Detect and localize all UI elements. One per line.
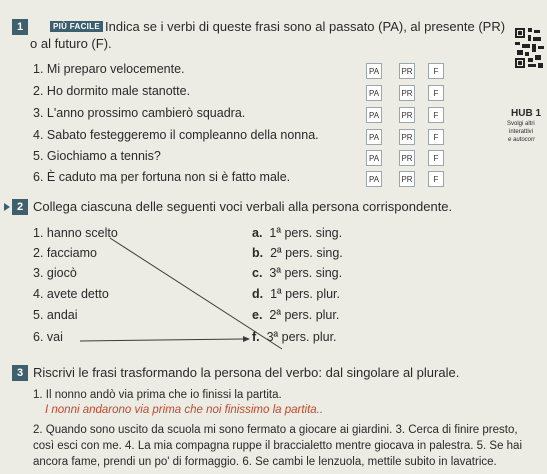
ex2-right-a: a. 1ª pers. sing. [252,226,343,240]
hub-title: HUB 1 [511,108,542,119]
box-pa-2[interactable]: PA [366,85,382,101]
box-pr-4[interactable]: PR [399,129,415,145]
exercise-3-number: 3 [12,365,28,381]
exercise-1-instruction-line2: o al futuro (F). [30,36,112,51]
ex1-item-2: 2. Ho dormito male stanotte. [33,84,191,98]
ex2-right-b: b. 2ª pers. sing. [252,246,343,260]
arrow-head-icon [243,336,250,342]
box-pr-3[interactable]: PR [399,107,415,123]
ex2-right-d: d. 1ª pers. plur. [252,287,341,301]
ex1-item-4: 4. Sabato festeggeremo il compleanno della nonna. [33,128,319,142]
box-pa-4[interactable]: PA [366,129,382,145]
hub-line-2: interattivi [509,129,534,135]
exercise-2-number: 2 [12,199,28,215]
exercise-1-instruction-line1: Indica se i verbi di queste frasi sono al passato (PA), al presente (PR) [105,19,506,34]
box-f-2[interactable]: F [428,85,444,101]
hub-line-1: Svolgi altri [507,121,535,127]
box-pr-6[interactable]: PR [399,171,415,187]
box-f-3[interactable]: F [428,107,444,123]
ex2-right-f: f. 3ª pers. plur. [252,330,337,344]
box-pr-5[interactable]: PR [399,150,415,166]
connection-line-6-b [80,339,243,341]
ex3-item-1: 1. Il nonno andò via prima che io finissi la partita. [33,389,282,401]
box-f-1[interactable]: F [428,63,444,79]
box-pa-1[interactable]: PA [366,63,382,79]
difficulty-badge: PIÙ FACILE [50,21,103,32]
box-pa-6[interactable]: PA [366,171,382,187]
exercise-3-instruction: Riscrivi le frasi trasformando la persona del verbo: dal singolare al plurale. [33,365,460,380]
ex2-left-1: 1. hanno scelto [33,226,118,240]
exercise-2-instruction: Collega ciascuna delle seguenti voci verbali alla persona corrispondente. [33,199,453,214]
ex3-para-line-2: così esci con me. 4. La mia compagna ruppe il braccialetto mentre giocava in palestra. 5. Se hai [33,440,523,452]
ex2-left-5: 5. andai [33,308,78,322]
ex2-left-2: 2. facciamo [33,246,97,260]
ex1-item-6: 6. È caduto ma per fortuna non si è fatto male. [33,170,291,184]
ex3-para-line-3: ancora fame, prendi un po' di formaggio. 6. Se cambi le lenzuola, mettile subito in lavatrice. [33,456,497,468]
exercise-1-number: 1 [12,19,28,35]
box-pr-2[interactable]: PR [399,85,415,101]
ex2-right-c: c. 3ª pers. sing. [252,266,343,280]
connection-line-1-f [110,238,282,349]
ex2-right-e: e. 2ª pers. plur. [252,308,340,322]
ex2-left-6: 6. vai [33,330,63,344]
box-f-4[interactable]: F [428,129,444,145]
box-pa-3[interactable]: PA [366,107,382,123]
box-pa-5[interactable]: PA [366,150,382,166]
ex1-item-1: 1. Mi preparo velocemente. [33,62,185,76]
ex2-left-3: 3. giocò [33,266,77,280]
ex2-left-4: 4. avete detto [33,287,109,301]
ex1-item-3: 3. L'anno prossimo cambierò squadra. [33,106,246,120]
ex3-para-line-1: 2. Quando sono uscito da scuola mi sono fermato a giocare ai giardini. 3. Cerca di finire presto, [33,424,518,436]
ex1-item-5: 5. Giochiamo a tennis? [33,149,161,163]
box-pr-1[interactable]: PR [399,63,415,79]
ex3-answer-1[interactable]: I nonni andarono via prima che noi finissimo la partita.. [45,404,324,416]
box-f-6[interactable]: F [428,171,444,187]
box-f-5[interactable]: F [428,150,444,166]
hub-line-3: e autocorr [508,137,536,143]
